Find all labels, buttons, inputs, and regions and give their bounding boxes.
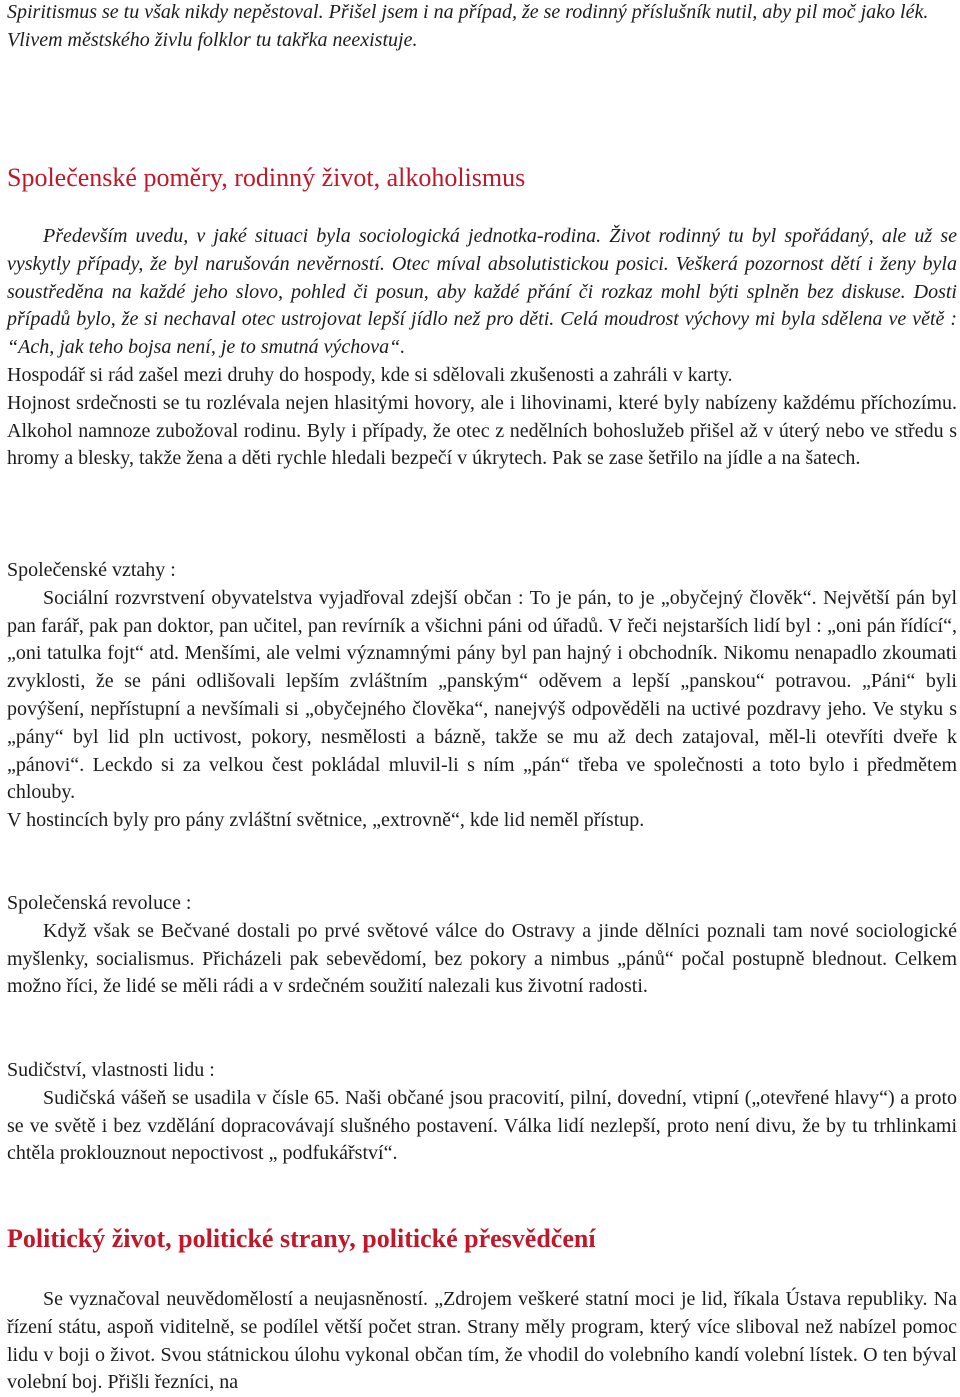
- intro-paragraph-2: Vlivem městského živlu folklor tu takřka neexistuje.: [7, 28, 418, 51]
- relations-section: [7, 557, 957, 835]
- court-section: [7, 1057, 957, 1168]
- inns-paragraph: V hostincích byly pro pány zvláštní světnice, „extrovně“, kde lid neměl přístup.: [7, 809, 645, 832]
- politics-section-body: [7, 1286, 957, 1397]
- revolution-section: [7, 890, 957, 1001]
- heading-social-family-alcoholism: Společenské poměry, rodinný život, alkoholismus: [7, 163, 526, 192]
- family-paragraph: Především uvedu, v jaké situaci byla sociologická jednotka-rodina. Život rodinný tu byl spořádaný, ale už se vyskytly případy, že byl narušován nevěrností. Otec míval absolutistickou posici. Veškerá pozornost dětí i ženy byla soustředěna na každé jeho slovo, pohled či posun, aby každé přání či rozkaz mohl býti splněn bez diskuse. Dosti případů bylo, že si nechaval otec ustrojovat lepší jídlo než pro děti. Celá moudrost výchovy mi byla sdělena ve větě : “Ach, jak teho bojsa není, je to smutná výchova“.: [7, 225, 957, 359]
- host-paragraph: Hospodář si rád zašel mezi druhy do hospody, kde si sdělovali zkušenosti a zahráli v karty.: [7, 363, 733, 386]
- intro-paragraph-1: Spiritismus se tu však nikdy nepěstoval. Přišel jsem i na případ, že se rodinný příslušník nutil, aby pil moč jako lék.: [7, 1, 929, 23]
- subheading-social-relations: Společenské vztahy :: [7, 559, 176, 581]
- family-section-body: [7, 223, 957, 473]
- intro-block: [7, 0, 957, 55]
- subheading-litigiousness: Sudičství, vlastnosti lidu :: [7, 1059, 215, 1081]
- revolution-paragraph: Když však se Bečvané dostali po prvé světové válce do Ostravy a jinde dělníci poznali tam nové sociologické myšlenky, socialismus. Přicházeli pak sebevědomí, bez pokory a nimbus „pánů“ počal postupně blednout. Celkem možno říci, že lidé se měli rádi a v srdečném soužití nalezali kus životní radosti.: [7, 919, 957, 998]
- alcohol-paragraph: Hojnost srdečnosti se tu rozlévala nejen hlasitými hovory, ale i lihovinami, které byly nabízeny každému příchozímu. Alkohol namnoze zubožoval rodinu. Byly i případy, že otec z nedělních bohoslužeb přišel až v úterý nebo ve středu s hromy a blesky, takže žena a děti rychle hledali bezpečí v úkrytech. Pak se zase šetřilo na jídle a na šatech.: [7, 391, 957, 470]
- court-paragraph: Sudičská vášeň se usadila v čísle 65. Naši občané jsou pracovití, pilní, dovední, vtipní („otevřené hlavy“) a proto se ve světě i bez vzdělání dopracovávají slušného postavení. Válka lidí nezlepší, proto není divu, že by tu trhlinkami chtěla proklouznout nepoctivost „ podfukářství“.: [7, 1086, 957, 1165]
- subheading-social-revolution: Společenská revoluce :: [7, 892, 192, 914]
- politics-paragraph: Se vyznačoval neuvědomělostí a neujasněností. „Zdrojem veškeré statní moci je lid, říkala Ústava republiky. Na řízení státu, aspoň viditelně, se podílel větší počet stran. Strany měly program, který více sliboval než nabízel pomoc lidu v boji o život. Svou státnickou úlohu vykonal občan tím, že vhodil do volebního kandí volební lístek. O ten býval volební boj. Přišli řezníci, na: [7, 1288, 957, 1394]
- relations-paragraph: Sociální rozvrstvení obyvatelstva vyjadřoval zdejší občan : To je pán, to je „obyčejný člověk“. Největší pán byl pan farář, pak pan doktor, pan učitel, pan revírník a všichni páni od úřadů. V řeči nejstarších lidí byl : „oni pán řídící“, „oni tatulka fojt“ atd. Menšími, ale velmi významnými pány byl pan hajný i obchodník. Nikomu nenapadlo zkoumati zvyklosti, že se páni odlišovali lepším zvláštním „panským“ oděvem a lepší „panskou“ potravou. „Páni“ byli povýšení, nepřístupní a nevšímali si „obyčejného člověka“, nanejvýš odpověděli na uctivé pozdravy jeho. Ve styku s „pány“ byl lid pln uctivost, pokory, nesmělosti a bázně, takže se mu až dech zatajoval, měl-li otevříti dveře k „pánovi“. Leckdo si za velkou čest pokládal mluvil-li s ním „pán“ třeba ve společnosti a toto bylo i předmětem chlouby.: [7, 586, 957, 804]
- heading-political-life: Politický život, politické strany, politické přesvědčení: [7, 1224, 596, 1253]
